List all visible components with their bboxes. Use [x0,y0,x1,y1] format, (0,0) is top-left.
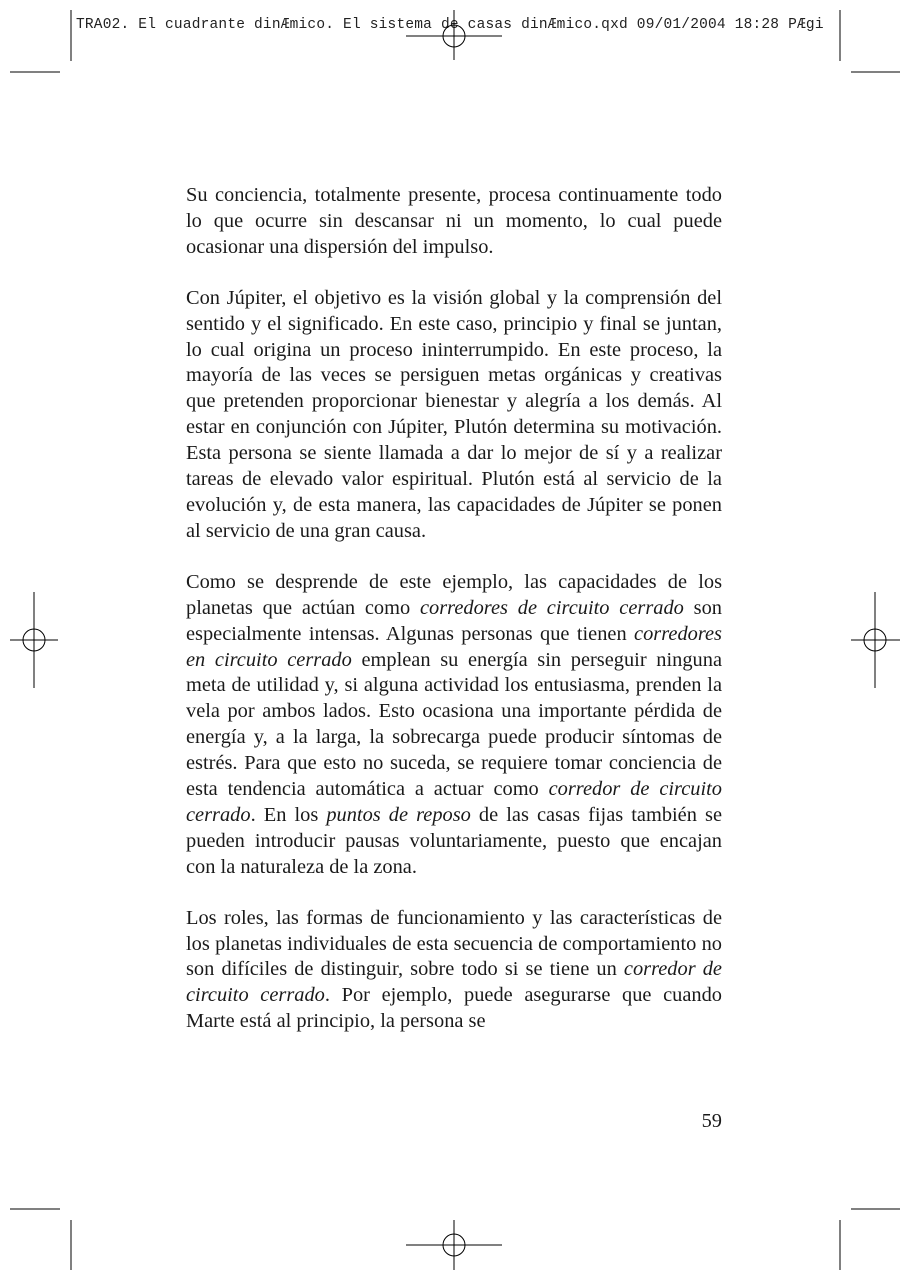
text-run: Su conciencia, totalmente presente, procesa continuamente todo lo que ocurre sin descansar ni un momento, lo cual puede ocasionar una dispersión del impulso. [186,184,722,258]
paragraph-1 [186,183,722,261]
text-run: . Por ejemplo, puede asegurarse que cuando Marte está al principio, la persona se [186,984,722,1033]
paragraph-3 [186,570,722,881]
text-run: Los roles, las formas de funcionamiento y las características de los planetas individuales de esta secuencia de comportamiento no son difíciles de distinguir, sobre todo si se tiene un [186,906,722,981]
body-text [186,183,722,1060]
text-run: Con Júpiter, el objetivo es la visión global y la comprensión del sentido y el significado. En este caso, principio y final se juntan, lo cual origina un proceso ininterrumpido. En este proceso, la mayoría de las veces se persiguen metas orgánicas y creativas que pretenden proporcionar bienestar y alegría a los demás. Al estar en conjunción con Júpiter, Plutón determina su motivación. Esta persona se siente llamada a dar lo mejor de sí y a realizar tareas de elevado valor espiritual. Plutón está al servicio de la evolución y, de esta manera, las capacidades de Júpiter se ponen al servicio de una gran causa. [186,286,722,542]
text-run: Como se desprende de este ejemplo, las capacidades de los planetas que actúan como [186,570,722,619]
page-number: 59 [701,1110,722,1132]
text-run: . En los [250,803,327,826]
paragraph-2 [186,286,722,545]
italic-term: corredores de circuito cerrado [419,596,684,619]
text-run: de las casas fijas también se pueden introducir pausas voluntariamente, puesto que encajan con la naturaleza de la zona. [186,803,722,878]
italic-term: corredor de circuito cerrado [186,958,722,1007]
file-slug-line: TRA02. El cuadrante dinÆmico. El sistema de casas dinÆmico.qxd 09/01/2004 18:28 PÆgi [76,17,824,33]
italic-term: corredor de circuito cerrado [186,778,723,826]
text-run: son especialmente intensas. Algunas personas que tienen [186,596,722,645]
registration-mark-right [851,592,900,688]
text-run: emplean su energía sin perseguir ninguna meta de utilidad y, si alguna actividad los entusiasma, prenden la vela por ambos lados. Esto ocasiona una importante pérdida de energía y, a la larga, la sobrecarga puede producir síntomas de estrés. Para que esto no suceda, se requiere tomar conciencia de esta tendencia automática a actuar como [186,648,722,801]
registration-mark-top [406,10,502,60]
italic-term: corredores en circuito cerrado [186,622,722,671]
registration-mark-left [10,592,58,688]
registration-mark-bottom [406,1220,502,1270]
italic-term: puntos de reposo [326,803,471,826]
paragraph-4 [186,906,722,1036]
